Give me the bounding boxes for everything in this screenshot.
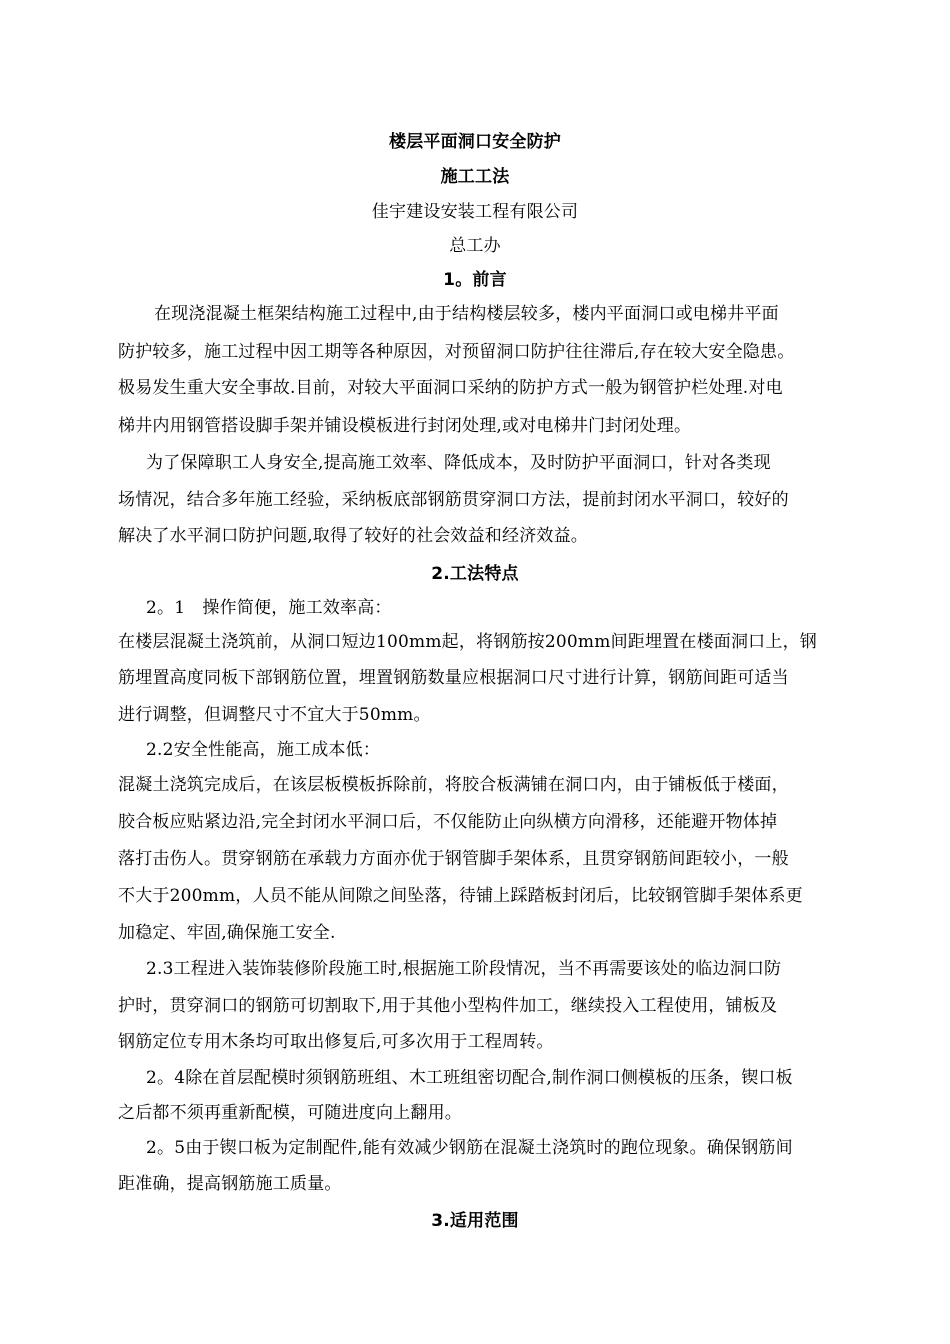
item-2-3-line: 钢筋定位专用木条均可取出修复后,可多次用于工程周转。 [118,1032,554,1052]
section2-heading: 2.工法特点 [431,564,519,584]
item-2-2-body-line: 混凝土浇筑完成后，在该层板模板拆除前，将胶合板满铺在洞口内，由于铺板低于楼面， [118,775,789,795]
item-2-1-body-line: 在楼层混凝土浇筑前，从洞口短边100mm起，将钢筋按200mm间距埋置在楼面洞口上，钢 [118,632,817,652]
section1-heading: 1。前言 [443,270,507,290]
company-name: 佳宇建设安装工程有限公司 [371,202,579,222]
section1-para1-line: 梯井内用钢管搭设脚手架并铺设模板进行封闭处理,或对电梯井门封闭处理。 [118,416,692,436]
department-name: 总工办 [449,236,501,256]
item-2-1-body-line: 进行调整，但调整尺寸不宜大于50mm。 [118,705,431,725]
item-2-5-line: 2。5由于锲口板为定制配件,能有效减少钢筋在混凝土浇筑时的跑位现象。确保钢筋间 [146,1138,793,1158]
item-2-2-body-line: 加稳定、牢固,确保施工安全. [118,923,336,943]
item-2-1-title: 2。1 操作简便，施工效率高： [146,598,392,618]
section1-para2-line: 解决了水平洞口防护问题,取得了较好的社会效益和经济效益。 [118,526,589,546]
item-2-4-line: 2。4除在首层配模时须钢筋班组、木工班组密切配合,制作洞口侧模板的压条，锲口板 [146,1068,793,1088]
item-2-5-line: 距准确，提高钢筋施工质量。 [118,1174,342,1194]
doc-title-line1: 楼层平面洞口安全防护 [389,132,561,152]
item-2-4-line: 之后都不须再重新配模，可随进度向上翻用。 [118,1103,462,1123]
section1-para1-line: 在现浇混凝土框架结构施工过程中,由于结构楼层较多，楼内平面洞口或电梯井平面 [154,304,779,324]
section1-para1-line: 防护较多，施工过程中因工期等各种原因，对预留洞口防护往往滞后,存在较大安全隐患。 [118,342,795,362]
section1-para2-line: 场情况，结合多年施工经验，采纳板底部钢筋贯穿洞口方法，提前封闭水平洞口，较好的 [118,490,789,510]
section3-heading: 3.适用范围 [431,1211,519,1231]
section1-para1-line: 极易发生重大安全事故.目前，对较大平面洞口采纳的防护方式一般为钢管护栏处理.对电 [118,378,783,398]
item-2-2-body-line: 落打击伤人。贯穿钢筋在承载力方面亦优于钢管脚手架体系，且贯穿钢筋间距较小，一般 [118,849,789,869]
doc-title-line2: 施工工法 [440,167,510,187]
item-2-3-line: 2.3工程进入装饰装修阶段施工时,根据施工阶段情况，当不再需要该处的临边洞口防 [146,959,782,979]
item-2-2-body-line: 胶合板应贴紧边沿,完全封闭水平洞口后，不仅能防止向纵横方向滑移，还能避开物体掉 [118,812,778,832]
item-2-2-body-line: 不大于200mm，人员不能从间隙之间坠落，待铺上踩踏板封闭后，比较钢管脚手架体系更 [118,886,803,906]
item-2-1-body-line: 筋埋置高度同板下部钢筋位置，埋置钢筋数量应根据洞口尺寸进行计算，钢筋间距可适当 [118,668,789,688]
section1-para2-line: 为了保障职工人身安全,提高施工效率、降低成本，及时防护平面洞口，针对各类现 [146,453,771,473]
item-2-3-line: 护时，贯穿洞口的钢筋可切割取下,用于其他小型构件加工，继续投入工程使用，铺板及 [118,996,778,1016]
item-2-2-title: 2.2安全性能高，施工成本低： [146,740,381,760]
